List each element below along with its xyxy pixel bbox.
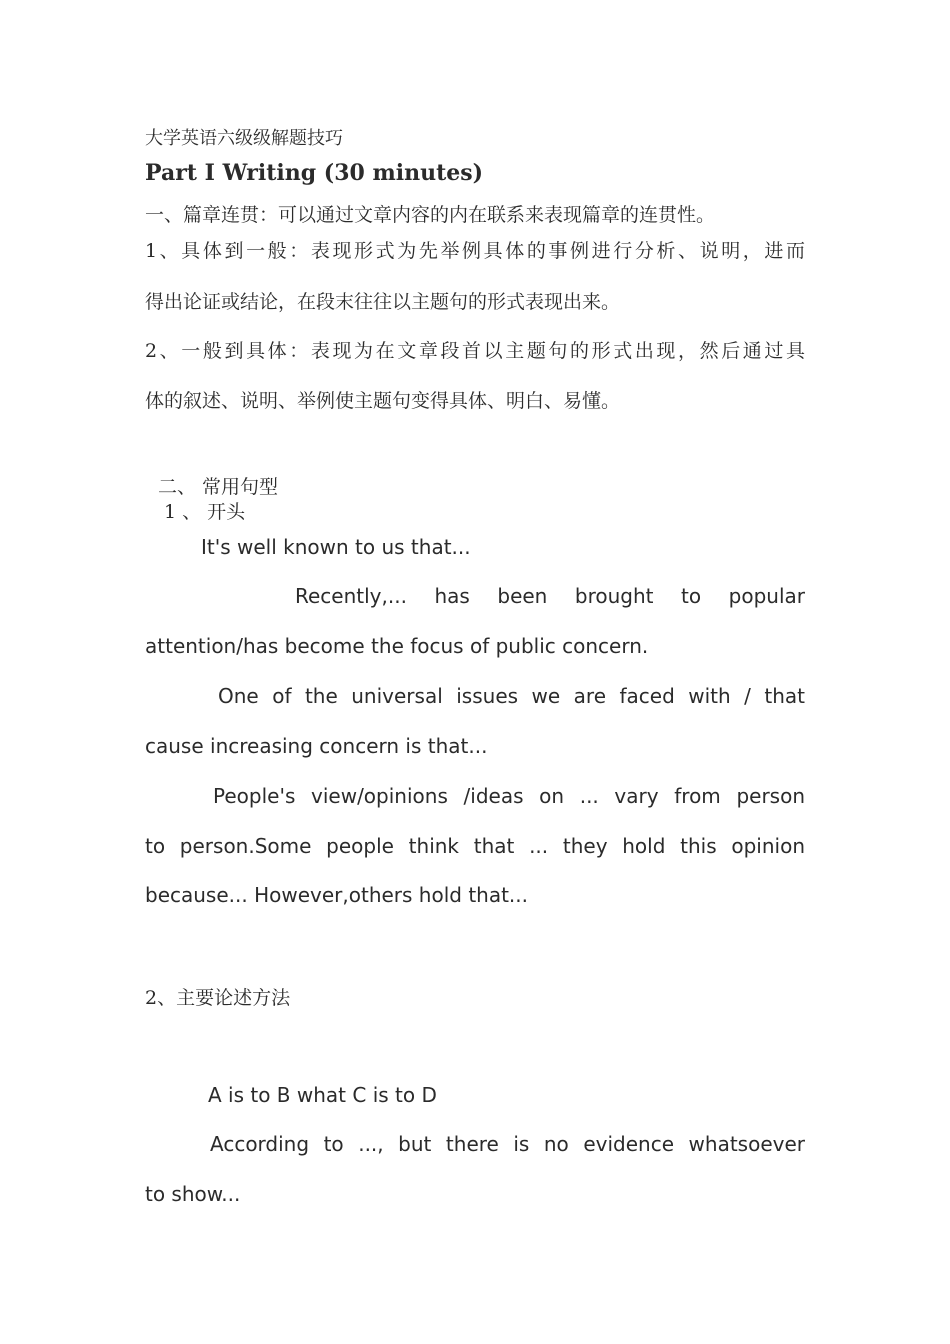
document-title: 大学英语六级级解题技巧 (145, 128, 343, 149)
opening-sentence-2-line1: Recently,... has been brought to popular (295, 584, 805, 608)
opening-sentence-3-line1: One of the universal issues we are faced with / that (218, 684, 805, 708)
section1-item1-line2: 得出论证或结论，在段末往往以主题句的形式表现出来。 (145, 291, 621, 313)
opening-sentence-4-line1: People's view/opinions /ideas on ... vary from person (213, 784, 805, 808)
section1-item2-line1: 2、一般到具体：表现为在文章段首以主题句的形式出现，然后通过具 (145, 340, 805, 362)
section1-title: 一、篇章连贯：可以通过文章内容的内在联系来表现篇章的连贯性。 (145, 204, 716, 226)
section2-sub1: 1 、 开头 (164, 501, 246, 523)
opening-sentence-2-line2: attention/has become the focus of public concern. (145, 634, 649, 658)
opening-sentence-1: It's well known to us that... (201, 535, 471, 559)
opening-sentence-3-line2: cause increasing concern is that... (145, 734, 488, 758)
part-heading: Part I Writing (30 minutes) (145, 160, 484, 186)
section2-title: 二、 常用句型 (158, 476, 279, 498)
opening-sentence-4-line3: because... However,others hold that... (145, 883, 529, 907)
method-sentence-2-line1: According to ..., but there is no evidence whatsoever (210, 1132, 805, 1156)
section2-sub2: 2、主要论述方法 (145, 987, 291, 1009)
method-sentence-2-line2: to show... (145, 1182, 241, 1206)
section1-item1-line1: 1、具体到一般：表现形式为先举例具体的事例进行分析、说明，进而 (145, 240, 805, 262)
opening-sentence-4-line2: to person.Some people think that ... they hold this opinion (145, 834, 805, 858)
method-sentence-1: A is to B what C is to D (208, 1083, 437, 1107)
section1-item2-line2: 体的叙述、说明、举例使主题句变得具体、明白、易懂。 (145, 390, 621, 412)
